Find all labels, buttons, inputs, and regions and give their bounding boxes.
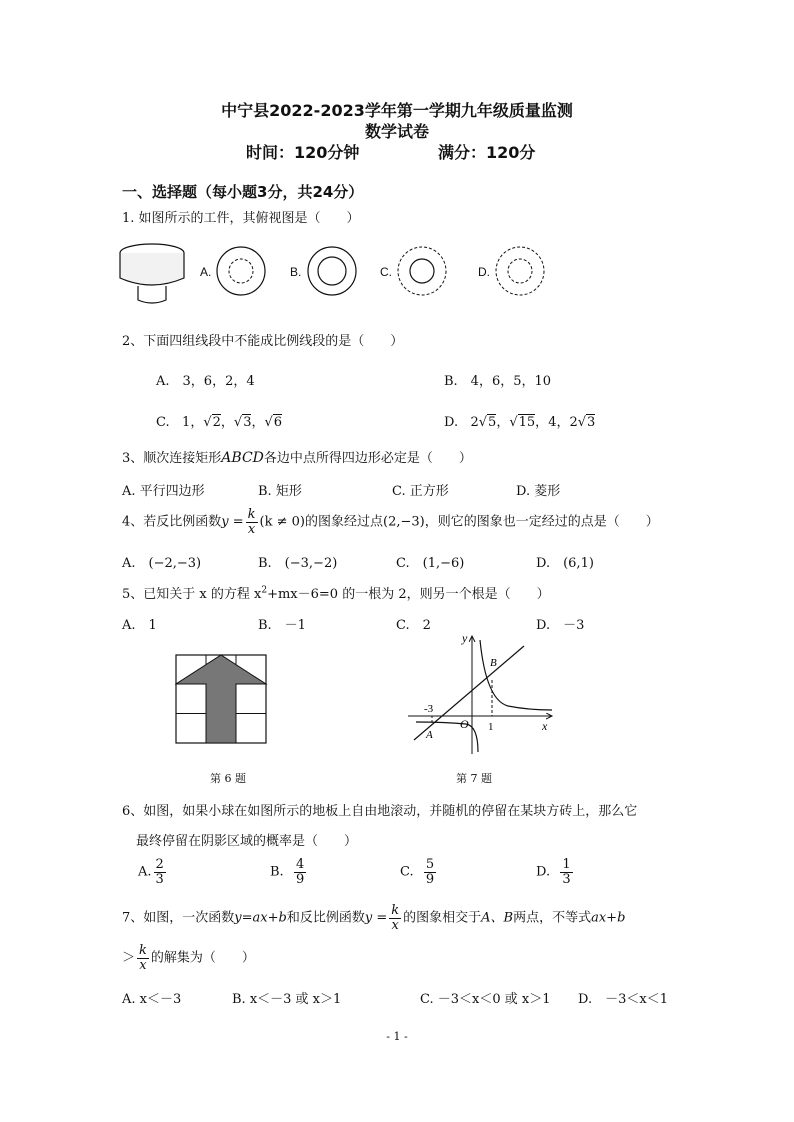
q4-stem-mid: 的图象经过点 (305, 514, 384, 530)
q4-option-b: B. (−3,−2) (258, 556, 338, 571)
exam-title: 中宁县2022-2023学年第一学期九年级质量监测 (221, 101, 573, 120)
q2-option-d: D. 2√5，√15，4，2√3 (444, 415, 596, 430)
q5-option-b: B. －1 (258, 618, 306, 633)
q4-stem (122, 508, 659, 536)
exam-time: 时间：120分钟 (246, 143, 360, 162)
fig6-caption: 第 6 题 (210, 772, 246, 785)
q7-gt: ＞ (122, 950, 136, 966)
page-number: - 1 - (386, 1030, 408, 1043)
fig7-label-a: A (426, 729, 433, 741)
q4-stem-post: ，则它的图象也一定经过的点是（ ） (424, 514, 659, 530)
q6-b-num: 4 (295, 857, 305, 872)
q3-stem-pre: 3、顺次连接矩形 (122, 451, 222, 466)
q1-option-c-figure (396, 245, 448, 297)
q2-c-term-2: 2 (212, 415, 221, 430)
fig7-graph (404, 630, 560, 758)
q6-stem-line2: 最终停留在阴影区域的概率是（ ） (136, 834, 358, 849)
fig7-label-b: B (490, 657, 497, 669)
q3-option-c: C. 正方形 (392, 484, 449, 499)
section-title: 一、选择题（每小题3分，共24分） (122, 183, 364, 201)
q2-option-c: C. 1，√2，√3，√6 (156, 415, 283, 430)
q7-stem-e: 的图象相交于 (403, 910, 482, 926)
q4-frac-num: k (247, 507, 256, 522)
q1-workpiece-figure (116, 240, 190, 308)
q6-option-b (270, 858, 308, 886)
q6-b-den: 9 (295, 871, 305, 887)
q6-option-d-frac (560, 858, 572, 886)
q6-option-b-label: B. (270, 864, 284, 880)
exam-subtitle: 数学试卷 (364, 122, 429, 141)
q5-stem-pre: 5、已知关于 x 的方程 x (122, 587, 262, 602)
q6-option-a-frac (154, 858, 166, 886)
q6-d-den: 3 (562, 871, 571, 887)
q7-fraction-2 (137, 944, 149, 972)
q5-stem (122, 583, 550, 602)
fig7-label-y: y (462, 631, 468, 645)
q4-func-lhs: y = (221, 514, 244, 530)
q2-d-term-3: 4 (548, 415, 557, 430)
q7-option-a: A. x＜－3 (122, 992, 182, 1007)
q7-option-c: C. －3＜x＜0 或 x＞1 (420, 992, 551, 1007)
q7-stem-line1 (122, 904, 625, 932)
q7-frac2-den: x (139, 957, 147, 973)
q7-stem-f: A、B (481, 910, 514, 926)
q3-stem (122, 447, 472, 466)
q6-d-num: 1 (562, 857, 571, 872)
q7-option-d: D. －3＜x＜1 (578, 992, 668, 1007)
q1-option-c-label: C. (380, 265, 392, 279)
q6-option-a-label: A. (138, 864, 152, 880)
q7-stem-b: y=ax+b (234, 910, 287, 926)
q1-option-b-label: B. (290, 265, 302, 279)
q1-option-a-figure (215, 245, 267, 297)
fig7-label-x: x (542, 719, 548, 733)
q7-stem-h: ax+b (591, 910, 626, 926)
q6-option-d (536, 858, 575, 886)
q6-option-c (400, 858, 438, 886)
q4-option-a: A. (−2,−3) (122, 556, 202, 571)
q4-frac-den: x (247, 521, 256, 537)
q7-frac2-num: k (139, 943, 147, 958)
q1-stem: 1. 如图所示的工件，其俯视图是（ ） (122, 211, 360, 226)
q2-stem: 2、下面四组线段中不能成比例线段的是（ ） (122, 334, 404, 349)
fig6-floor-tiles (175, 654, 269, 746)
q4-option-d: D. (6,1) (536, 556, 594, 571)
q7-stem-a: 7、如图，一次函数 (122, 910, 235, 926)
q6-a-num: 2 (155, 857, 164, 872)
q7-stem-g: 两点，不等式 (513, 910, 592, 926)
q7-frac-num: k (391, 903, 400, 918)
q4-fraction (246, 508, 258, 536)
q2-d-term-2: 15 (518, 415, 536, 430)
q5-stem-sup: 2 (261, 585, 268, 596)
exam-score: 满分：120分 (438, 143, 536, 162)
q6-c-num: 5 (425, 857, 435, 872)
q1-option-d-figure (494, 245, 546, 297)
q2-c-term-4: 6 (273, 415, 283, 430)
q2-option-a: A. 3，6，2，4 (156, 374, 255, 389)
q5-option-d: D. －3 (536, 618, 585, 633)
q3-option-a: A. 平行四边形 (122, 484, 205, 499)
q3-option-d: D. 菱形 (516, 484, 561, 499)
fig7-label-one: 1 (488, 721, 494, 733)
q7-frac-den: x (391, 917, 399, 933)
q4-condition: (k ≠ 0) (259, 514, 305, 530)
q6-option-a (138, 858, 168, 886)
q6-stem-line1: 6、如图，如果小球在如图所示的地板上自由地滚动，并随机的停留在某块方砖上，那么它 (122, 804, 638, 819)
q7-stem-d: y = (364, 910, 388, 926)
q7-stem-line2 (122, 944, 255, 972)
q7-fraction (389, 904, 401, 932)
q6-c-den: 9 (425, 871, 435, 887)
q1-option-a-label: A. (200, 265, 212, 279)
q4-option-c: C. (1,−6) (396, 556, 465, 571)
q5-stem-post: +mx－6=0 的一根为 2，则另一个根是（ ） (267, 587, 550, 602)
q3-stem-post: 各边中点所得四边形必定是（ ） (263, 451, 472, 466)
q2-c-term-3: 3 (243, 415, 252, 430)
q2-c-term-1: 1 (182, 415, 191, 430)
q7-stem-line2-post: 的解集为（ ） (150, 950, 255, 966)
q5-option-c: C. 2 (396, 618, 431, 633)
q7-option-b: B. x＜－3 或 x＞1 (232, 992, 342, 1007)
q6-option-c-label: C. (400, 864, 414, 880)
q2-option-c-label: C. (156, 415, 170, 430)
q7-stem-c: 和反比例函数 (286, 910, 365, 926)
fig7-line (414, 646, 524, 740)
q2-option-d-label: D. (444, 415, 459, 430)
q1-option-b-figure (306, 245, 358, 297)
q2-d-term-1: 5 (488, 415, 497, 430)
q1-option-d-label: D. (478, 265, 490, 279)
q6-option-c-frac (424, 858, 436, 886)
q6-option-b-frac (294, 858, 306, 886)
fig7-label-o: O (460, 717, 469, 731)
fig7-label-neg3: -3 (424, 703, 434, 715)
q2-d-term-4: 3 (587, 415, 596, 430)
q3-stem-var: ABCD (221, 450, 264, 466)
q3-option-b: B. 矩形 (258, 484, 302, 499)
q2-option-b: B. 4，6，5，10 (444, 374, 552, 389)
q4-point: (2,−3) (383, 514, 425, 530)
q5-option-a: A. 1 (122, 618, 157, 633)
fig7-caption: 第 7 题 (456, 772, 492, 785)
q6-a-den: 3 (155, 871, 164, 887)
q6-option-d-label: D. (536, 864, 551, 880)
q4-stem-pre: 4、若反比例函数 (122, 514, 222, 530)
